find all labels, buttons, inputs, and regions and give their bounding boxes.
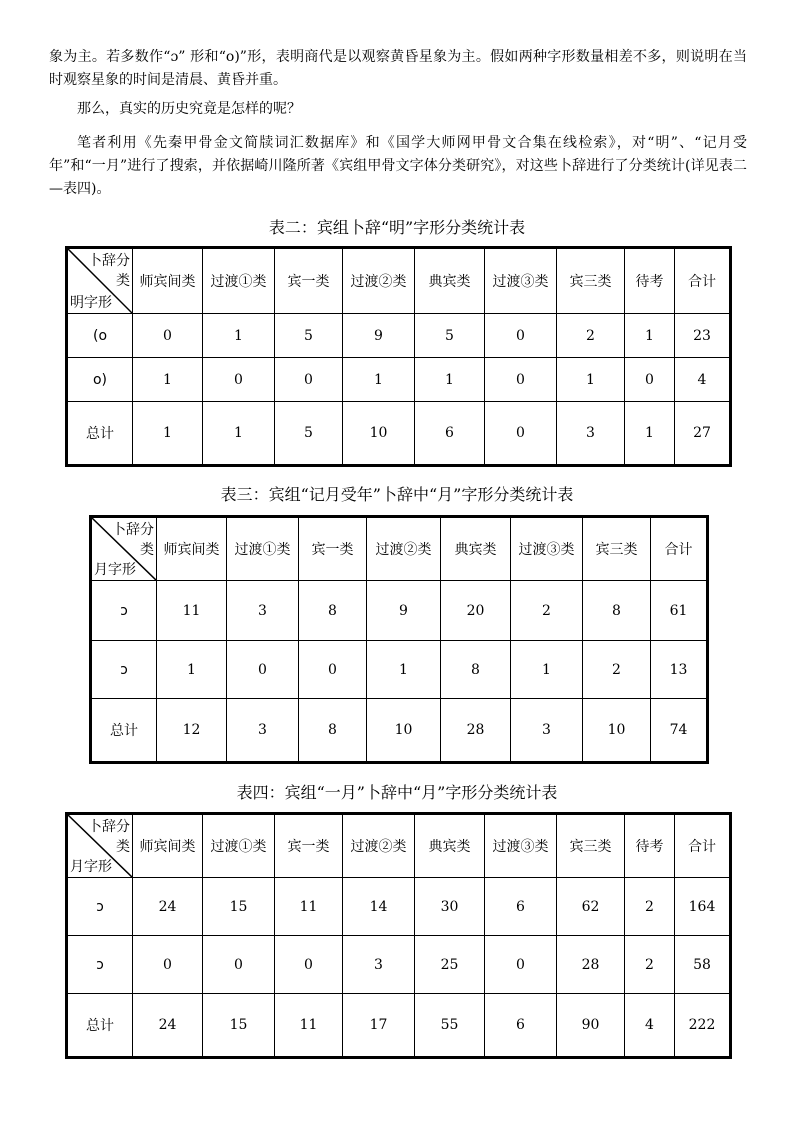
table2-cell: 27 [675,402,731,466]
table3-header: 宾三类 [583,517,651,581]
table4-cell: 0 [203,936,275,994]
table4-cell: 24 [133,878,203,936]
table4-cell: 11 [275,994,343,1058]
table3-header: 过渡③类 [511,517,583,581]
table4-cell: 222 [675,994,731,1058]
table3-cell: 8 [441,641,511,699]
table2-cell: 5 [275,314,343,358]
table4-corner-bottom: 月字形 [70,859,112,875]
table4-cell: 0 [275,936,343,994]
table4-cell: 4 [625,994,675,1058]
table4-cell: 30 [415,878,485,936]
table2-cell: 0 [275,358,343,402]
table3-yue-glyph-jiyue-stats [89,515,709,764]
table3-corner-bottom: 月字形 [94,562,136,578]
table4-header: 过渡①类 [203,814,275,878]
table4-cell: 3 [343,936,415,994]
table4-cell: 17 [343,994,415,1058]
table2-cell: 1 [625,402,675,466]
table2-ming-glyph-stats [65,246,732,467]
table2-cell: 2 [557,314,625,358]
table3-cell: 3 [511,699,583,763]
table2-cell: 5 [415,314,485,358]
table2-cell: 1 [133,358,203,402]
table-row [67,402,731,466]
table3-cell: 1 [511,641,583,699]
table4-cell: 15 [203,994,275,1058]
table3-caption: 表三：宾组“记月受年”卜辞中“月”字形分类统计表 [220,485,574,504]
table3-header: 师宾间类 [157,517,227,581]
table2-cell: 1 [343,358,415,402]
table4-cell: 2 [625,878,675,936]
table2-cell: 0 [485,402,557,466]
table3-corner-cell [91,517,157,581]
table3-cell: 0 [227,641,299,699]
table4-yue-glyph-yiyue-stats [65,812,732,1059]
table3-cell: 61 [651,581,708,641]
table-row [91,641,708,699]
table3-cell: 2 [511,581,583,641]
table3-cell: 2 [583,641,651,699]
table3-cell: 1 [157,641,227,699]
table4-cell: 15 [203,878,275,936]
table2-row-label: 总计 [67,402,133,466]
table2-cell: 1 [203,402,275,466]
table4-cell: 6 [485,994,557,1058]
table4-header: 过渡②类 [343,814,415,878]
table4-cell: 55 [415,994,485,1058]
table2-cell: 6 [415,402,485,466]
table2-header: 宾三类 [557,248,625,314]
table3-cell: 8 [299,699,367,763]
table3-cell: 8 [583,581,651,641]
table4-cell: 11 [275,878,343,936]
table2-header: 师宾间类 [133,248,203,314]
table4-cell: 6 [485,878,557,936]
table2-corner-bottom: 明字形 [70,295,112,311]
table-row [91,581,708,641]
table3-row-label: 总计 [91,699,157,763]
table2-corner-cell [67,248,133,314]
table2-caption: 表二：宾组卜辞“明”字形分类统计表 [268,218,526,237]
table-row [67,994,731,1058]
table2-cell: 1 [415,358,485,402]
paragraph-method: 笔者利用《先秦甲骨金文简牍词汇数据库》和《国学大师网甲骨文合集在线检索》，对“明”、“记月受年”和“一月”进行了搜索，并依据崎川隆所著《宾组甲骨文字体分类研究》，对这些卜辞进行了分类统计(详见表二—表四)。 [49,135,747,197]
table-row [67,314,731,358]
table4-corner-cell [67,814,133,878]
table3-header: 宾一类 [299,517,367,581]
table4-cell: 0 [485,936,557,994]
table3-cell: 10 [367,699,441,763]
table3-corner-top: 卜辞分 类 [112,522,154,558]
table3-header: 过渡①类 [227,517,299,581]
table2-header: 过渡③类 [485,248,557,314]
table4-row-label: 总计 [67,994,133,1058]
table2-row-label: (o [67,314,133,358]
table4-header: 师宾间类 [133,814,203,878]
table2-cell: 1 [557,358,625,402]
table3-cell: 3 [227,699,299,763]
table2-cell: 10 [343,402,415,466]
table3-cell: 74 [651,699,708,763]
table2-cell: 1 [625,314,675,358]
table3-row-label: ɔ [91,641,157,699]
table2-cell: 0 [625,358,675,402]
table2-header: 过渡②类 [343,248,415,314]
table3-cell: 10 [583,699,651,763]
table2-header: 合计 [675,248,731,314]
table2-corner-top: 卜辞分 类 [88,253,130,289]
table4-cell: 28 [557,936,625,994]
table3-header: 过渡②类 [367,517,441,581]
table4-cell: 0 [133,936,203,994]
table3-header: 合计 [651,517,708,581]
paragraph-question: 那么，真实的历史究竟是怎样的呢？ [77,101,301,117]
table4-header: 待考 [625,814,675,878]
table4-header: 宾三类 [557,814,625,878]
table3-cell: 12 [157,699,227,763]
table2-row-label: o) [67,358,133,402]
table2-cell: 4 [675,358,731,402]
table-row [67,878,731,936]
table2-cell: 1 [133,402,203,466]
table3-cell: 9 [367,581,441,641]
table-row [67,358,731,402]
table4-cell: 164 [675,878,731,936]
table2-cell: 0 [485,314,557,358]
table4-caption: 表四：宾组“一月”卜辞中“月”字形分类统计表 [236,783,558,802]
table3-header: 典宾类 [441,517,511,581]
table3-cell: 28 [441,699,511,763]
table4-row-label: ↄ [67,878,133,936]
table4-cell: 24 [133,994,203,1058]
table3-cell: 13 [651,641,708,699]
table2-cell: 1 [203,314,275,358]
table4-cell: 2 [625,936,675,994]
table3-row-label: ↄ [91,581,157,641]
table3-cell: 1 [367,641,441,699]
table4-header: 过渡③类 [485,814,557,878]
table2-header: 宾一类 [275,248,343,314]
table3-cell: 20 [441,581,511,641]
table4-header: 宾一类 [275,814,343,878]
table4-header: 合计 [675,814,731,878]
table2-cell: 5 [275,402,343,466]
table-row [67,936,731,994]
table3-cell: 11 [157,581,227,641]
table4-row-label: ɔ [67,936,133,994]
table4-cell: 14 [343,878,415,936]
table2-cell: 0 [203,358,275,402]
table4-header: 典宾类 [415,814,485,878]
table-row [91,699,708,763]
table2-header: 过渡①类 [203,248,275,314]
table3-cell: 8 [299,581,367,641]
table2-cell: 23 [675,314,731,358]
table4-cell: 62 [557,878,625,936]
table2-cell: 0 [485,358,557,402]
table3-cell: 0 [299,641,367,699]
table2-cell: 0 [133,314,203,358]
table2-cell: 9 [343,314,415,358]
table2-cell: 3 [557,402,625,466]
table4-cell: 90 [557,994,625,1058]
table3-cell: 3 [227,581,299,641]
table4-cell: 25 [415,936,485,994]
paragraph-intro: 象为主。若多数作“ɔ” 形和“o)”形，表明商代是以观察黄昏星象为主。假如两种字形数量相差不多，则说明在当时观察星象的时间是清晨、黄昏并重。 [49,49,747,88]
table4-cell: 58 [675,936,731,994]
table4-corner-top: 卜辞分 类 [88,819,130,855]
table2-header: 典宾类 [415,248,485,314]
table2-header: 待考 [625,248,675,314]
